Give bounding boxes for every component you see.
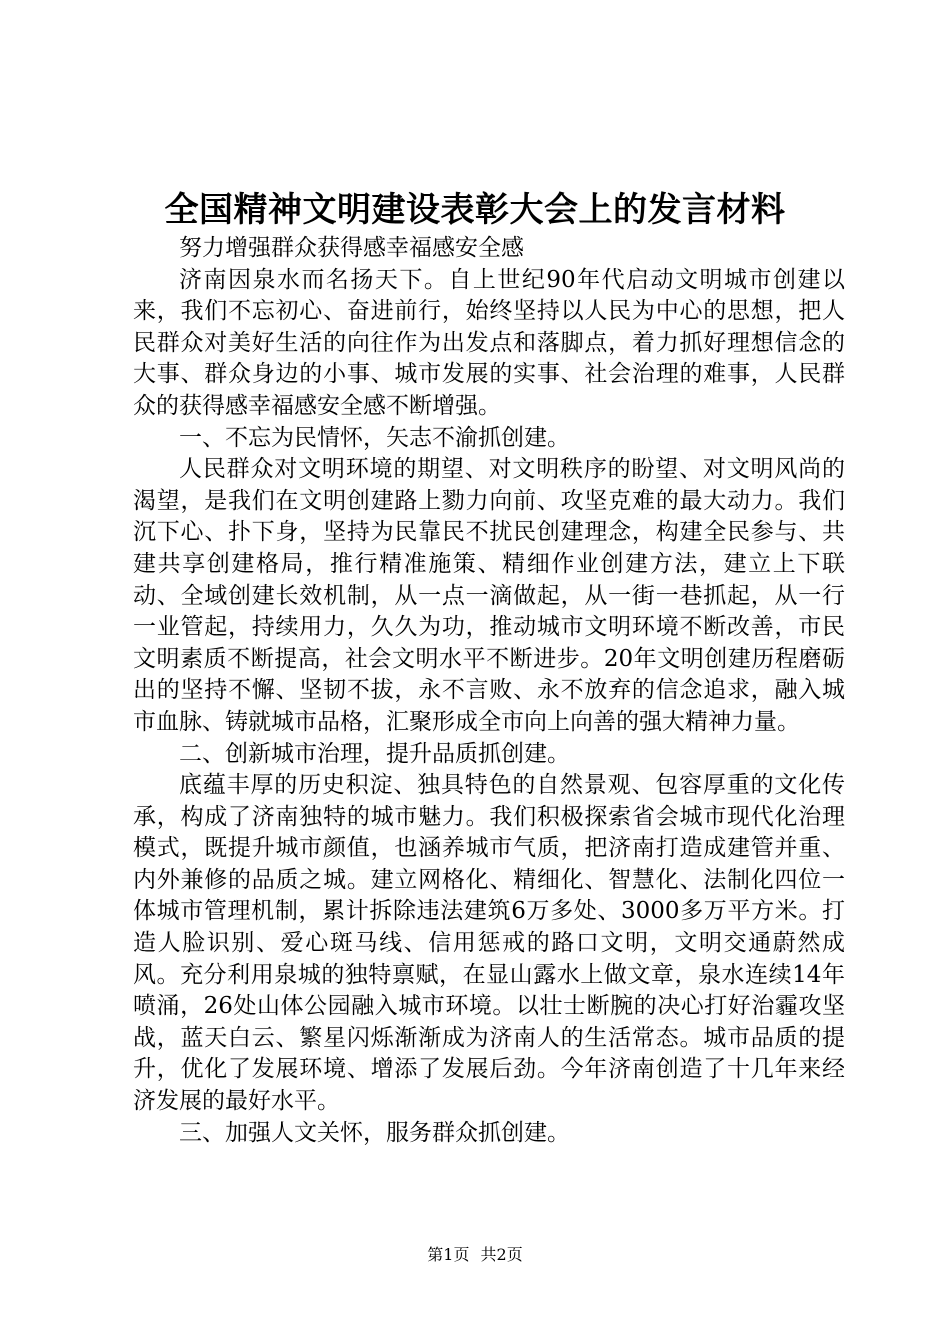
subtitle-paragraph: 努力增强群众获得感幸福感安全感 xyxy=(179,235,524,261)
section-heading: 三、加强人文关怀，服务群众抓创建。 xyxy=(179,1119,570,1146)
section-heading: 二、创新城市治理，提升品质抓创建。 xyxy=(179,740,570,767)
body-paragraph: 底蕴丰厚的历史积淀、独具特色的自然景观、包容厚重的文化传承，构成了济南独特的城市魅力。我们积极探索省会城市现代化治理模式，既提升城市颜值，也涵养城市气质，把济南打造成建管并重、内外兼修的品质之城。建立网格化、精细化、智慧化、法制化四位一体城市管理机制，累计拆除违法建筑6万多处、3000多万平方米。打造人脸识别、爱心斑马线、信用惩戒的路口文明，文明交通蔚然成风。充分利用泉城的独特禀赋，在显山露水上做文章，泉水连续14年喷涌，26处山体公园融入城市环境。以壮士断腕的决心打好治霾攻坚战，蓝天白云、繁星闪烁渐渐成为济南人的生活常态。城市品质的提升，优化了发展环境、增添了发展后劲。今年济南创造了十几年来经济发展的最好水平。 xyxy=(133,772,845,1115)
page-footer: 第1页 共2页 xyxy=(427,1245,523,1264)
section-heading: 一、不忘为民情怀，矢志不渝抓创建。 xyxy=(179,424,570,451)
document-title: 全国精神文明建设表彰大会上的发言材料 xyxy=(164,190,786,230)
body-paragraph: 人民群众对文明环境的期望、对文明秩序的盼望、对文明风尚的渴望，是我们在文明创建路上勠力向前、攻坚克难的最大动力。我们沉下心、扑下身，坚持为民靠民不扰民创建理念，构建全民参与、共建共享创建格局，推行精准施策、精细作业创建方法，建立上下联动、全域创建长效机制，从一点一滴做起，从一街一巷抓起，从一行一业管起，持续用力，久久为功，推动城市文明环境不断改善，市民文明素质不断提高，社会文明水平不断进步。20年文明创建历程磨砺出的坚持不懈、坚韧不拔，永不言败、永不放弃的信念追求，融入城市血脉、铸就城市品格，汇聚形成全市向上向善的强大精神力量。 xyxy=(133,456,845,735)
document-body xyxy=(133,233,845,1149)
body-paragraph: 济南因泉水而名扬天下。自上世纪90年代启动文明城市创建以来，我们不忘初心、奋进前行，始终坚持以人民为中心的思想，把人民群众对美好生活的向往作为出发点和落脚点，着力抓好理想信念的大事、群众身边的小事、城市发展的实事、社会治理的难事，人民群众的获得感幸福感安全感不断增强。 xyxy=(133,266,845,419)
